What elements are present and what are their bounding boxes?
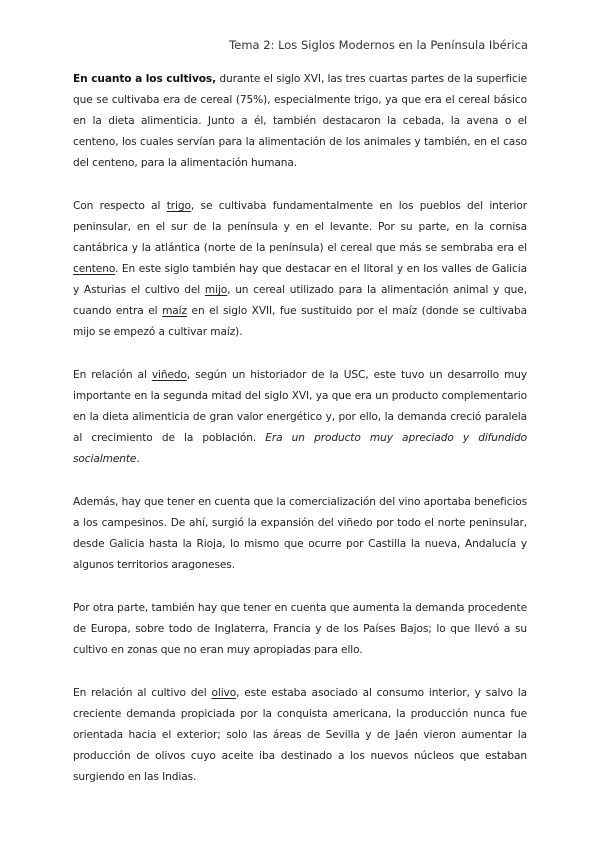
paragraph-text: , un cereal utilizado para la alimentación animal y que, cuando entra el xyxy=(73,284,527,317)
term-olivo: olivo xyxy=(211,687,237,699)
term-trigo: trigo xyxy=(166,200,191,212)
paragraph-text: , se cultivaba fundamentalmente en los pueblos del interior peninsular, en el sur de la península y en el levante. Por su parte, en la cornisa cantábrica y la atlántica (norte de la península) el cereal que más se sembraba era el xyxy=(73,200,527,254)
paragraph-text: Con respecto al xyxy=(73,200,167,212)
paragraph-text: En relación al cultivo del xyxy=(73,687,212,699)
document-body xyxy=(73,69,527,810)
paragraph-text: En relación al xyxy=(73,369,152,381)
paragraph-text: . En este siglo también hay que destacar en el litoral y en los valles de Galicia y Asturias el cultivo del xyxy=(73,263,527,296)
term-centeno: centeno xyxy=(73,263,116,275)
paragraph-vinedo xyxy=(73,365,527,470)
term-mijo: mijo xyxy=(204,284,228,296)
bold-lead: En cuanto a los cultivos, xyxy=(73,73,217,85)
paragraph-trigo xyxy=(73,196,527,343)
paragraph-cultivos xyxy=(73,69,527,174)
paragraph-text: en el siglo XVII, fue sustituido por el maíz (donde se cultivaba mijo se empezó a cultivar maíz). xyxy=(73,305,527,338)
page-header: Tema 2: Los Siglos Modernos en la Península Ibérica xyxy=(229,38,528,52)
paragraph-text: , este estaba asociado al consumo interior, y salvo la creciente demanda propiciada por la conquista americana, la producción nunca fue orientada hacia el exterior; solo las áreas de Sevilla y de Jaén vieron aumentar la producción de olivos cuyo aceite iba destinado a los nuevos núcleos que estaban surgiendo en las Indias. xyxy=(73,687,527,783)
term-vinedo: viñedo xyxy=(151,369,187,381)
paragraph-olivo xyxy=(73,683,527,788)
paragraph-text: , según un historiador de la USC, este tuvo un desarrollo muy importante en la segunda mitad del siglo XVI, ya que era un producto complementario en la dieta alimenticia de gran valor energético y, por ello, la demanda creció paralela al crecimiento de la población. xyxy=(73,369,528,444)
italic-phrase: Era un producto muy apreciado y difundido socialmente xyxy=(73,432,527,465)
paragraph-vino-comercio: Además, hay que tener en cuenta que la comercialización del vino aportaba beneficios a los campesinos. De ahí, surgió la expansión del viñedo por todo el norte peninsular, desde Galicia hasta la Rioja, lo mismo que ocurre por Castilla la nueva, Andalucía y algunos territorios aragoneses. xyxy=(73,496,527,571)
term-maiz: maíz xyxy=(162,305,187,317)
paragraph-demanda-europa: Por otra parte, también hay que tener en cuenta que aumenta la demanda procedente de Europa, sobre todo de Inglaterra, Francia y de los Países Bajos; lo que llevó a su cultivo en zonas que no eran muy apropiadas para ello. xyxy=(73,602,527,656)
paragraph-text: durante el siglo XVI, las tres cuartas partes de la superficie que se cultivaba era de cereal (75%), especialmente trigo, ya que era el cereal básico en la dieta alimenticia. Junto a él, también destacaron la cebada, la avena o el centeno, los cuales servían para la alimentación de los animales y también, en el caso del centeno, para la alimentación humana. xyxy=(73,73,527,169)
paragraph-text: . xyxy=(136,453,140,465)
